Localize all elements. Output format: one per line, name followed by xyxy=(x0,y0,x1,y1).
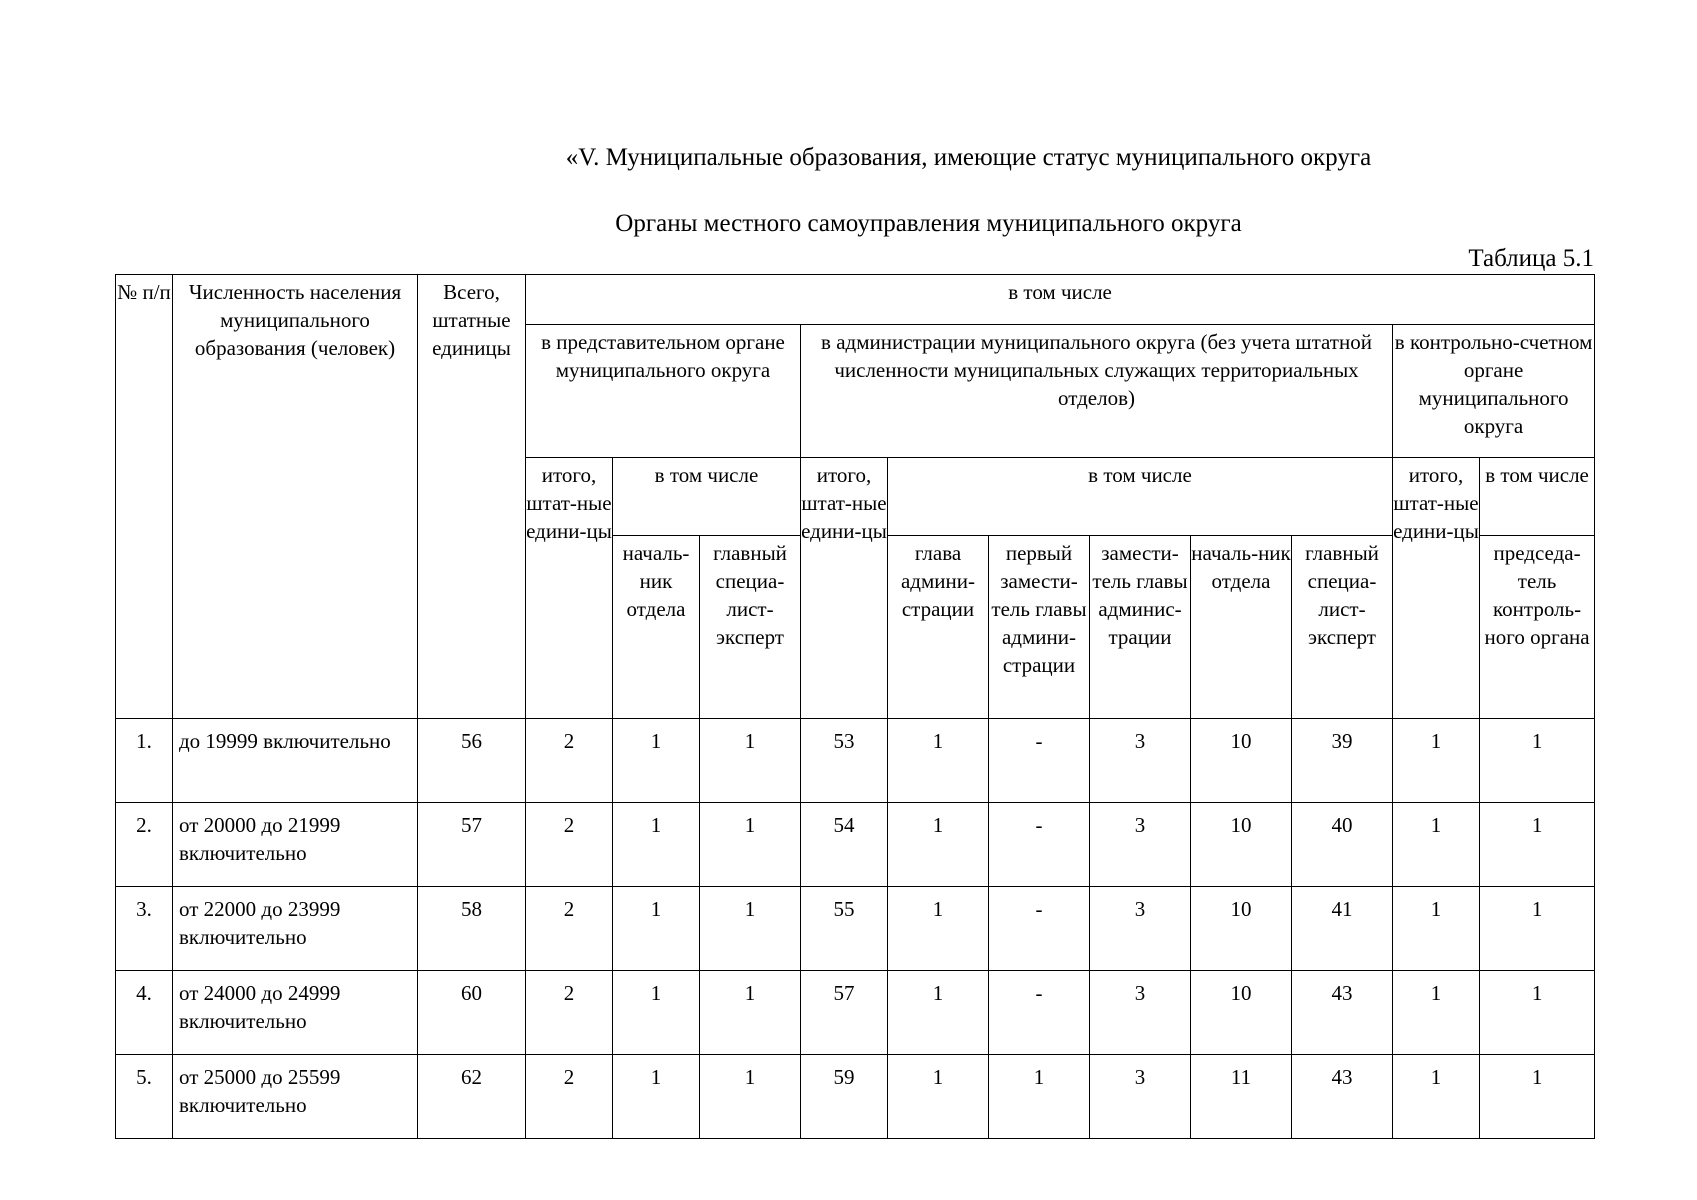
cell-adm-deputy: 3 xyxy=(1090,1055,1191,1139)
document-title: «V. Муниципальные образования, имеющие статус муниципального округа xyxy=(565,144,1372,171)
cell-adm-first: - xyxy=(989,887,1090,971)
cell-ctrl-total: 1 xyxy=(1393,971,1480,1055)
cell-adm-dept: 10 xyxy=(1191,971,1292,1055)
cell-adm-head: 1 xyxy=(888,803,989,887)
document-subtitle: Органы местного самоуправления муниципального округа xyxy=(615,210,1242,237)
cell-num: 3. xyxy=(116,887,173,971)
header-num: № п/п xyxy=(116,275,173,719)
cell-adm-total: 53 xyxy=(801,719,888,803)
cell-adm-head: 1 xyxy=(888,1055,989,1139)
cell-rep-total: 2 xyxy=(526,803,613,887)
header-rep-body: в представительном органе муниципального округа xyxy=(526,325,801,458)
cell-rep-head: 1 xyxy=(613,971,700,1055)
table-row xyxy=(116,719,1595,803)
cell-rep-total: 2 xyxy=(526,887,613,971)
cell-rep-chief: 1 xyxy=(700,1055,801,1139)
cell-num: 5. xyxy=(116,1055,173,1139)
cell-rep-total: 2 xyxy=(526,971,613,1055)
cell-rep-head: 1 xyxy=(613,803,700,887)
cell-population: от 22000 до 23999 включительно xyxy=(173,887,418,971)
cell-adm-chief: 40 xyxy=(1292,803,1393,887)
cell-total: 62 xyxy=(418,1055,526,1139)
cell-ctrl-total: 1 xyxy=(1393,887,1480,971)
header-ctrl-itogo: итого, штат-ные едини-цы xyxy=(1393,458,1480,719)
header-population: Численность населения муниципального образования (человек) xyxy=(173,275,418,719)
header-ctrl-chairman: председа-тель контроль-ного органа xyxy=(1480,536,1595,719)
cell-rep-chief: 1 xyxy=(700,803,801,887)
header-rep-itogo: итого, штат-ные едини-цы xyxy=(526,458,613,719)
cell-num: 4. xyxy=(116,971,173,1055)
cell-adm-total: 55 xyxy=(801,887,888,971)
header-rep-head-dept: началь-ник отдела xyxy=(613,536,700,719)
header-control-body: в контрольно-счетном органе муниципального округа xyxy=(1393,325,1595,458)
cell-ctrl-chair: 1 xyxy=(1480,887,1595,971)
header-adm-including: в том числе xyxy=(888,458,1393,536)
cell-adm-deputy: 3 xyxy=(1090,719,1191,803)
header-adm-head-dept: началь-ник отдела xyxy=(1191,536,1292,719)
cell-adm-dept: 11 xyxy=(1191,1055,1292,1139)
cell-population: от 25000 до 25599 включительно xyxy=(173,1055,418,1139)
cell-rep-head: 1 xyxy=(613,1055,700,1139)
cell-adm-deputy: 3 xyxy=(1090,803,1191,887)
cell-adm-chief: 43 xyxy=(1292,1055,1393,1139)
header-rep-including: в том числе xyxy=(613,458,801,536)
header-rep-chief-spec: главный специа-лист-эксперт xyxy=(700,536,801,719)
cell-adm-deputy: 3 xyxy=(1090,887,1191,971)
cell-adm-chief: 43 xyxy=(1292,971,1393,1055)
cell-adm-total: 59 xyxy=(801,1055,888,1139)
cell-adm-first: 1 xyxy=(989,1055,1090,1139)
cell-num: 2. xyxy=(116,803,173,887)
cell-num: 1. xyxy=(116,719,173,803)
header-total: Всего, штатные единицы xyxy=(418,275,526,719)
cell-adm-head: 1 xyxy=(888,719,989,803)
cell-rep-head: 1 xyxy=(613,719,700,803)
table-row xyxy=(116,971,1595,1055)
cell-rep-head: 1 xyxy=(613,887,700,971)
table-caption: Таблица 5.1 xyxy=(1468,245,1594,272)
cell-rep-total: 2 xyxy=(526,719,613,803)
cell-adm-total: 57 xyxy=(801,971,888,1055)
cell-adm-deputy: 3 xyxy=(1090,971,1191,1055)
cell-adm-first: - xyxy=(989,803,1090,887)
cell-adm-chief: 41 xyxy=(1292,887,1393,971)
cell-ctrl-chair: 1 xyxy=(1480,1055,1595,1139)
cell-ctrl-chair: 1 xyxy=(1480,803,1595,887)
cell-rep-chief: 1 xyxy=(700,971,801,1055)
cell-total: 57 xyxy=(418,803,526,887)
header-adm-itogo: итого, штат-ные едини-цы xyxy=(801,458,888,719)
cell-population: от 20000 до 21999 включительно xyxy=(173,803,418,887)
header-adm-deputy: замести-тель главы админис-трации xyxy=(1090,536,1191,719)
header-administration: в администрации муниципального округа (без учета штатной численности муниципальных служащих территориальных отделов) xyxy=(801,325,1393,458)
header-adm-head: глава админи-страции xyxy=(888,536,989,719)
header-including: в том числе xyxy=(526,275,1595,325)
cell-adm-chief: 39 xyxy=(1292,719,1393,803)
cell-adm-dept: 10 xyxy=(1191,803,1292,887)
staffing-table xyxy=(115,274,1595,1139)
cell-ctrl-chair: 1 xyxy=(1480,971,1595,1055)
header-adm-chief-spec: главный специа-лист-эксперт xyxy=(1292,536,1393,719)
table-row xyxy=(116,1055,1595,1139)
cell-adm-total: 54 xyxy=(801,803,888,887)
cell-adm-head: 1 xyxy=(888,887,989,971)
cell-adm-first: - xyxy=(989,971,1090,1055)
cell-total: 60 xyxy=(418,971,526,1055)
cell-rep-chief: 1 xyxy=(700,887,801,971)
cell-ctrl-chair: 1 xyxy=(1480,719,1595,803)
cell-ctrl-total: 1 xyxy=(1393,1055,1480,1139)
cell-total: 58 xyxy=(418,887,526,971)
table-row xyxy=(116,887,1595,971)
cell-adm-dept: 10 xyxy=(1191,887,1292,971)
cell-rep-chief: 1 xyxy=(700,719,801,803)
cell-population: от 24000 до 24999 включительно xyxy=(173,971,418,1055)
table-row xyxy=(116,803,1595,887)
cell-ctrl-total: 1 xyxy=(1393,803,1480,887)
cell-adm-first: - xyxy=(989,719,1090,803)
cell-ctrl-total: 1 xyxy=(1393,719,1480,803)
header-ctrl-including: в том числе xyxy=(1480,458,1595,536)
cell-adm-head: 1 xyxy=(888,971,989,1055)
cell-total: 56 xyxy=(418,719,526,803)
cell-adm-dept: 10 xyxy=(1191,719,1292,803)
header-adm-first-deputy: первый замести-тель главы админи-страции xyxy=(989,536,1090,719)
cell-rep-total: 2 xyxy=(526,1055,613,1139)
cell-population: до 19999 включительно xyxy=(173,719,418,803)
